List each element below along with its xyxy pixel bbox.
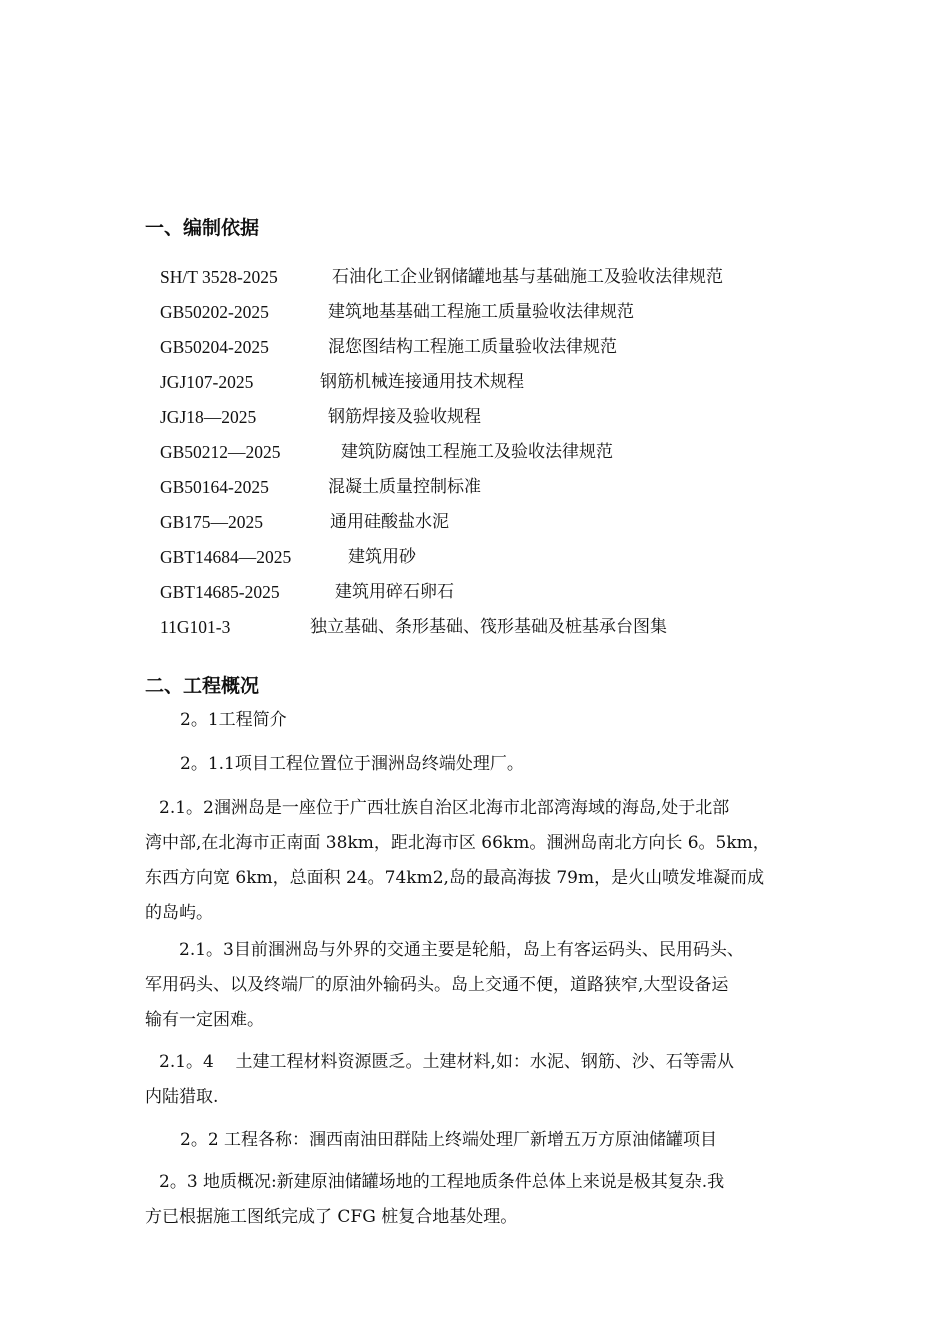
reference-code: GB175—2025 bbox=[160, 512, 264, 532]
reference-title: 钢筋机械连接通用技术规程 bbox=[320, 372, 524, 392]
reference-item bbox=[160, 474, 860, 509]
reference-code: GBT14684—2025 bbox=[160, 547, 292, 567]
reference-code: GB50204-2025 bbox=[160, 337, 269, 357]
reference-code: JGJ18—2025 bbox=[160, 407, 257, 427]
reference-code: GBT14685-2025 bbox=[160, 582, 280, 602]
reference-code: 11G101-3 bbox=[160, 617, 231, 637]
reference-title: 建筑用碎石卵石 bbox=[335, 582, 454, 602]
paragraph-line: 2.1。4 土建工程材料资源匮乏。土建材料,如：水泥、钢筋、沙、石等需从 bbox=[159, 1052, 734, 1072]
reference-standards-list bbox=[160, 264, 860, 649]
paragraph-2-1-1: 2。1.1项目工程位置位于涠洲岛终端处理厂。 bbox=[180, 754, 524, 774]
reference-item bbox=[160, 614, 860, 649]
reference-title: 混您图结构工程施工质量验收法律规范 bbox=[328, 337, 617, 357]
reference-item bbox=[160, 299, 860, 334]
reference-title: 建筑用砂 bbox=[348, 547, 416, 567]
paragraph-2-2: 2。2 工程各称：涠西南油田群陆上终端处理厂新增五万方原油储罐项目 bbox=[180, 1130, 718, 1150]
paragraph-line: 2.1。2涠洲岛是一座位于广西壮族自治区北海市北部湾海域的海岛,处于北部 bbox=[159, 798, 730, 818]
paragraph-line: 2.1。3目前涠洲岛与外界的交通主要是轮船，岛上有客运码头、民用码头、 bbox=[179, 940, 744, 960]
paragraph-line: 方已根据施工图纸完成了 CFG 桩复合地基处理。 bbox=[145, 1207, 518, 1227]
reference-title: 通用硅酸盐水泥 bbox=[330, 512, 449, 532]
reference-title: 混凝土质量控制标准 bbox=[328, 477, 481, 497]
reference-code: JGJ107-2025 bbox=[160, 372, 254, 392]
reference-title: 独立基础、条形基础、筏形基础及桩基承台图集 bbox=[310, 617, 667, 637]
paragraph-line: 东西方向宽 6km，总面积 24。74km2,岛的最高海拔 79m，是火山喷发堆凝而成 bbox=[145, 868, 765, 888]
reference-item bbox=[160, 439, 860, 474]
reference-item bbox=[160, 579, 860, 614]
paragraph-line: 军用码头、以及终端厂的原油外输码头。岛上交通不便，道路狭窄,大型设备运 bbox=[145, 975, 729, 995]
reference-code: GB50164-2025 bbox=[160, 477, 269, 497]
paragraph-line: 湾中部,在北海市正南面 38km，距北海市区 66km。涠洲岛南北方向长 6。5km， bbox=[145, 833, 770, 853]
paragraph-line: 2。3 地质概况:新建原油储罐场地的工程地质条件总体上来说是极其复杂.我 bbox=[159, 1172, 725, 1192]
reference-item bbox=[160, 509, 860, 544]
reference-title: 石油化工企业钢储罐地基与基础施工及验收法律规范 bbox=[332, 267, 723, 287]
reference-item bbox=[160, 264, 860, 299]
section-heading-project-overview: 二、工程概况 bbox=[145, 675, 260, 697]
reference-item bbox=[160, 404, 860, 439]
reference-title: 建筑地基基础工程施工质量验收法律规范 bbox=[328, 302, 634, 322]
reference-code: GB50212—2025 bbox=[160, 442, 281, 462]
paragraph-line: 输有一定困难。 bbox=[145, 1010, 264, 1030]
reference-item bbox=[160, 334, 860, 369]
reference-code: GB50202-2025 bbox=[160, 302, 269, 322]
paragraph-2-3 bbox=[145, 1165, 825, 1235]
reference-item bbox=[160, 544, 860, 579]
reference-code: SH/T 3528-2025 bbox=[160, 267, 278, 287]
paragraph-line: 的岛屿。 bbox=[145, 903, 213, 923]
paragraph-2-1: 2。1工程简介 bbox=[180, 710, 287, 730]
paragraph-2-1-2 bbox=[145, 791, 825, 931]
reference-item bbox=[160, 369, 860, 404]
section-heading-compilation-basis: 一、编制依据 bbox=[145, 217, 260, 239]
reference-title: 钢筋焊接及验收规程 bbox=[328, 407, 481, 427]
paragraph-2-1-3 bbox=[145, 933, 825, 1038]
paragraph-2-1-4 bbox=[145, 1045, 825, 1115]
paragraph-line: 内陆猎取. bbox=[145, 1087, 219, 1107]
reference-title: 建筑防腐蚀工程施工及验收法律规范 bbox=[341, 442, 613, 462]
